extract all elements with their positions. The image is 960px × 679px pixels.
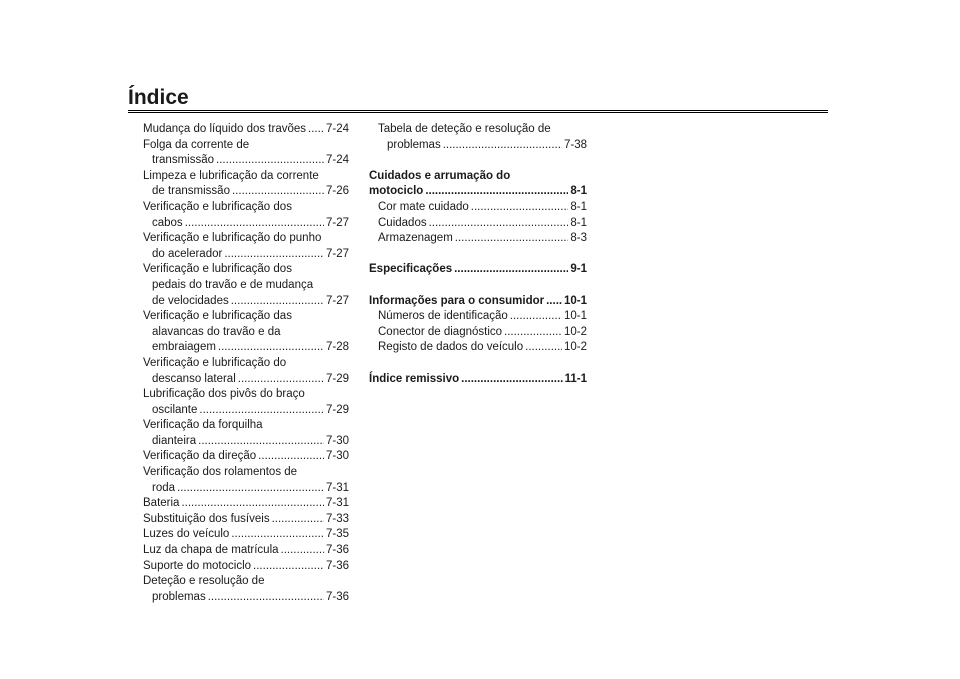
toc-leader-dots (525, 340, 562, 356)
toc-entry[interactable] (369, 340, 587, 356)
toc-entry-title: transmissão (152, 154, 214, 167)
toc-leader-dots (231, 527, 324, 543)
toc-leader-dots (471, 200, 569, 216)
toc-entry-page: 10-2 (563, 325, 587, 338)
toc-entry-title: Folga da corrente de (143, 138, 250, 151)
toc-entry-title: Informações para o consumidor (369, 294, 545, 307)
toc-entry[interactable] (143, 559, 349, 575)
toc-entry-title: Luz da chapa de matrícula (143, 544, 279, 557)
toc-entry-page: 9-1 (570, 263, 587, 276)
toc-entry-page: 7-36 (325, 544, 349, 557)
toc-entry[interactable] (143, 590, 349, 606)
toc-gap (369, 356, 587, 372)
toc-entry-title: Tabela de deteção e resolução de (378, 123, 551, 135)
toc-entry-title: Verificação da direção (143, 450, 257, 463)
toc-entry[interactable] (143, 325, 349, 341)
toc-leader-dots (455, 231, 569, 247)
toc-leader-dots (253, 559, 324, 575)
toc-entry-title: Suporte do motociclo (143, 559, 252, 572)
toc-leader-dots (208, 590, 324, 606)
toc-leader-dots (308, 122, 324, 138)
toc-entry-page: 7-38 (563, 138, 587, 151)
toc-entry-title: Limpeza e lubrificação da corrente (143, 169, 319, 182)
toc-entry[interactable] (143, 543, 349, 559)
toc-entry-page: 7-36 (325, 559, 349, 572)
toc-leader-dots (238, 372, 324, 388)
toc-entry-page: 7-30 (325, 450, 349, 463)
toc-entry[interactable] (369, 216, 587, 232)
toc-leader-dots (510, 309, 562, 325)
toc-entry[interactable] (143, 278, 349, 294)
toc-entry-title: Luzes do veículo (143, 528, 230, 541)
toc-entry-title: Especificações (369, 263, 453, 276)
toc-entry[interactable] (369, 325, 587, 341)
toc-entry-title: pedais do travão e de mudança (152, 278, 314, 291)
toc-column-right (369, 122, 587, 387)
toc-entry[interactable] (369, 262, 587, 278)
toc-entry-title: Verificação e lubrificação das (143, 310, 292, 323)
toc-leader-dots (504, 325, 562, 341)
toc-entry[interactable] (143, 465, 349, 481)
toc-gap (369, 153, 587, 169)
toc-entry-title: Registo de dados do veículo (378, 341, 524, 354)
toc-leader-dots (199, 403, 324, 419)
toc-entry-title: oscilante (152, 403, 198, 416)
page-title: Índice (128, 86, 189, 109)
toc-entry-page: 7-24 (325, 154, 349, 167)
toc-entry[interactable] (143, 184, 349, 200)
toc-entry-page: 7-31 (325, 497, 349, 510)
toc-entry-title: Verificação da forquilha (143, 419, 263, 432)
toc-entry[interactable] (143, 403, 349, 419)
toc-entry-title: Armazenagem (378, 232, 453, 245)
toc-entry[interactable] (143, 449, 349, 465)
toc-entry[interactable] (143, 356, 349, 372)
toc-entry-page: 7-27 (325, 216, 349, 229)
toc-leader-dots (546, 294, 562, 310)
toc-entry[interactable] (369, 372, 587, 388)
toc-gap (369, 278, 587, 294)
toc-entry[interactable] (143, 122, 349, 138)
toc-leader-dots (181, 496, 324, 512)
toc-entry-title: embraiagem (152, 341, 216, 354)
toc-leader-dots (198, 434, 324, 450)
toc-entry-page: 7-30 (325, 434, 349, 447)
toc-entry-title: Verificação e lubrificação do punho (143, 232, 322, 245)
toc-entry-title: problemas (387, 138, 441, 151)
toc-entry-title: do acelerador (152, 247, 223, 260)
toc-entry[interactable] (143, 418, 349, 434)
toc-entry[interactable] (143, 527, 349, 543)
toc-entry-page: 7-33 (325, 512, 349, 525)
toc-entry-title: Verificação e lubrificação do (143, 356, 287, 369)
toc-entry[interactable] (143, 153, 349, 169)
toc-entry-page: 8-3 (570, 232, 587, 245)
toc-entry-title: descanso lateral (152, 372, 236, 385)
toc-entry-page: 7-29 (325, 403, 349, 416)
toc-entry-page: 7-26 (325, 185, 349, 198)
toc-entry[interactable] (143, 387, 349, 403)
toc-entry-title: Cuidados (378, 216, 427, 229)
toc-leader-dots (231, 294, 324, 310)
toc-entry-page: 7-27 (325, 247, 349, 260)
toc-entry-page: 7-24 (325, 123, 349, 135)
toc-entry-title: Cuidados e arrumação do (369, 169, 511, 182)
toc-entry-title: de velocidades (152, 294, 229, 307)
toc-leader-dots (258, 449, 324, 465)
toc-leader-dots (272, 512, 324, 528)
toc-entry-title: Verificação e lubrificação dos (143, 200, 292, 213)
toc-entry-page: 10-1 (563, 294, 587, 307)
toc-entry-title: de transmissão (152, 185, 230, 198)
toc-entry-page: 11-1 (564, 372, 587, 385)
toc-entry-title: Bateria (143, 497, 180, 510)
toc-entry[interactable] (143, 200, 349, 216)
toc-entry-page: 8-1 (570, 200, 587, 213)
toc-entry-page: 7-35 (325, 528, 349, 541)
toc-entry[interactable] (369, 231, 587, 247)
toc-entry-page: 10-2 (563, 341, 587, 354)
toc-leader-dots (218, 340, 324, 356)
toc-entry-page: 8-1 (570, 185, 587, 198)
toc-entry-title: dianteira (152, 434, 197, 447)
toc-column-left (143, 122, 349, 605)
toc-entry[interactable] (143, 216, 349, 232)
toc-entry[interactable] (143, 262, 349, 278)
toc-entry[interactable] (143, 294, 349, 310)
title-rule (128, 110, 828, 113)
toc-leader-dots (232, 184, 324, 200)
toc-entry[interactable] (143, 340, 349, 356)
toc-entry-page: 7-28 (325, 341, 349, 354)
toc-entry-title: Mudança do líquido dos travões (143, 123, 307, 135)
toc-leader-dots (425, 184, 568, 200)
toc-entry-title: Índice remissivo (369, 372, 460, 385)
toc-entry[interactable] (369, 309, 587, 325)
toc-entry-page: 7-29 (325, 372, 349, 385)
toc-leader-dots (185, 216, 324, 232)
toc-entry[interactable] (143, 169, 349, 185)
toc-entry[interactable] (143, 247, 349, 263)
toc-entry[interactable] (369, 294, 587, 310)
toc-leader-dots (281, 543, 324, 559)
toc-entry[interactable] (143, 138, 349, 154)
toc-entry[interactable] (143, 512, 349, 528)
toc-entry-title: problemas (152, 590, 206, 603)
toc-entry-title: alavancas do travão e da (152, 325, 281, 338)
toc-entry[interactable] (143, 434, 349, 450)
toc-gap (369, 247, 587, 263)
toc-entry-page: 10-1 (563, 310, 587, 323)
toc-leader-dots (216, 153, 324, 169)
toc-leader-dots (443, 138, 562, 154)
toc-entry-title: Lubrificação dos pivôs do braço (143, 388, 305, 401)
toc-entry-title: roda (152, 481, 176, 494)
toc-leader-dots (429, 216, 569, 232)
toc-leader-dots (461, 372, 562, 388)
toc-entry[interactable] (369, 169, 587, 185)
toc-entry-title: Substituição dos fusíveis (143, 512, 270, 525)
toc-entry-page: 8-1 (570, 216, 587, 229)
toc-entry[interactable] (369, 184, 587, 200)
toc-entry-page: 7-36 (325, 590, 349, 603)
toc-entry-title: motociclo (369, 185, 424, 198)
toc-entry-title: cabos (152, 216, 183, 229)
toc-leader-dots (454, 262, 568, 278)
toc-entry[interactable] (143, 574, 349, 590)
toc-entry-page: 7-31 (325, 481, 349, 494)
toc-entry[interactable] (369, 138, 587, 154)
toc-entry[interactable] (143, 231, 349, 247)
toc-entry[interactable] (369, 122, 587, 138)
toc-entry-title: Conector de diagnóstico (378, 325, 503, 338)
toc-entry-title: Cor mate cuidado (378, 200, 469, 213)
toc-entry-title: Deteção e resolução de (143, 575, 265, 588)
toc-entry[interactable] (143, 372, 349, 388)
toc-entry-title: Números de identificação (378, 310, 508, 323)
toc-entry[interactable] (369, 200, 587, 216)
toc-entry-title: Verificação e lubrificação dos (143, 263, 292, 276)
toc-entry-title: Verificação dos rolamentos de (143, 466, 298, 479)
toc-entry[interactable] (143, 496, 349, 512)
toc-entry[interactable] (143, 481, 349, 497)
toc-leader-dots (224, 247, 324, 263)
toc-leader-dots (177, 481, 324, 497)
toc-entry-page: 7-27 (325, 294, 349, 307)
toc-entry[interactable] (143, 309, 349, 325)
